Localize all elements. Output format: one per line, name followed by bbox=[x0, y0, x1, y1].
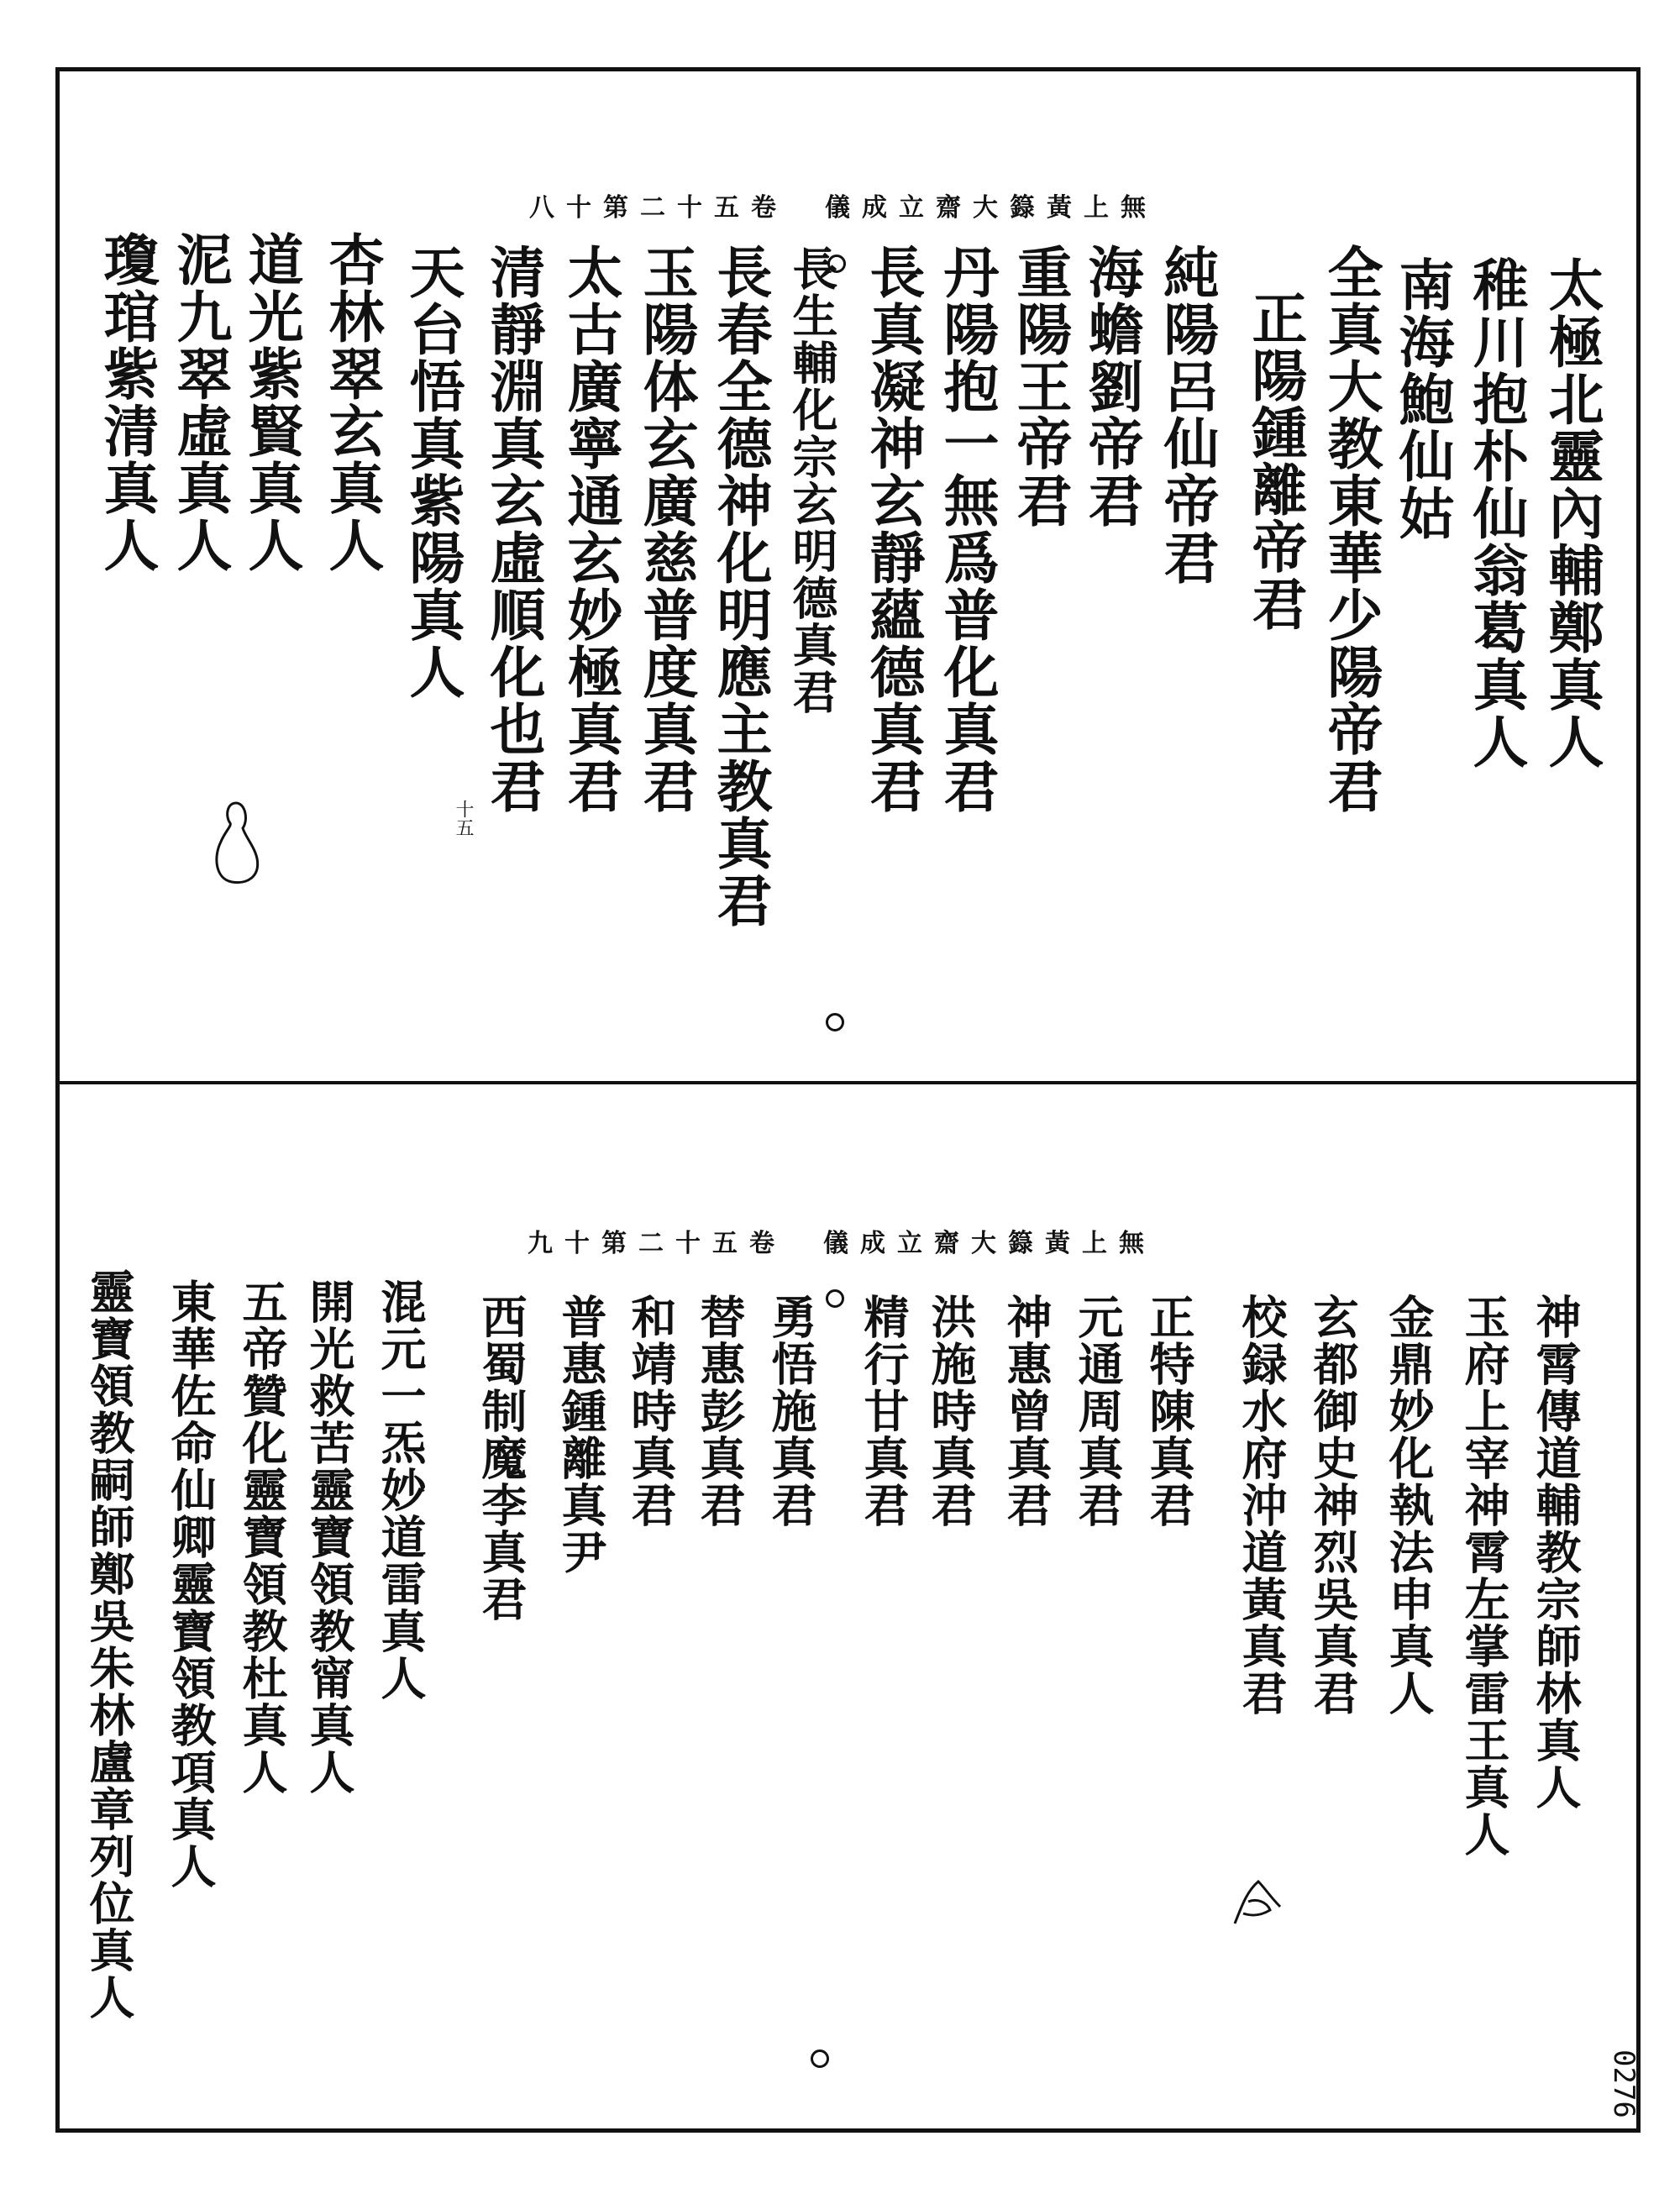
bottom-col-8: 神惠曾真君 bbox=[1000, 1294, 1053, 1529]
bottom-col-16: 混元一炁妙道雷真人 bbox=[374, 1278, 428, 1702]
circle-mark bbox=[827, 255, 846, 273]
top-col-6: 純陽呂仙帝君 bbox=[1154, 244, 1220, 586]
top-col-15: 清靜淵真玄虛順化也君 bbox=[480, 244, 546, 815]
top-page-number: 十五 bbox=[453, 800, 474, 837]
top-col-20: 瓊琯紫清真人 bbox=[94, 231, 160, 574]
panel-divider bbox=[55, 1081, 1641, 1084]
top-col-13: 玉陽体玄廣慈普度真君 bbox=[633, 244, 699, 815]
bottom-col-10: 精行甘真君 bbox=[857, 1294, 911, 1529]
bottom-col-3: 金鼎妙化執法申真人 bbox=[1382, 1294, 1436, 1717]
top-col-4: 全真大教東華少陽帝君 bbox=[1318, 244, 1383, 815]
top-col-10: 長真凝神玄靜蘊德真君 bbox=[860, 244, 926, 815]
top-col-12: 長春全德神化明應主教真君 bbox=[707, 244, 773, 929]
bottom-col-4: 玄都御史神烈吳真君 bbox=[1306, 1294, 1360, 1717]
top-col-1: 太極北靈內輔鄭真人 bbox=[1539, 256, 1604, 770]
bottom-col-7: 元通周真君 bbox=[1071, 1294, 1125, 1529]
bottom-col-20: 靈寶領教嗣師鄭吳朱林盧章列位真人 bbox=[82, 1268, 136, 2021]
top-col-19: 泥九翠虛真人 bbox=[167, 231, 233, 574]
top-col-3: 南海鮑仙姑 bbox=[1389, 256, 1455, 542]
bottom-col-9: 洪施時真君 bbox=[924, 1294, 978, 1529]
top-col-9: 丹陽抱一無爲普化真君 bbox=[934, 244, 1000, 815]
top-col-7: 海蟾劉帝君 bbox=[1079, 244, 1144, 529]
bottom-col-19: 東華佐命仙卿靈寶領教項真人 bbox=[164, 1278, 218, 1890]
bottom-col-5: 校録水府沖道黃真君 bbox=[1235, 1294, 1289, 1717]
top-col-14: 太古廣寧通玄妙極真君 bbox=[558, 244, 623, 815]
bottom-col-12: 替惠彭真君 bbox=[693, 1294, 747, 1529]
circle-mark bbox=[826, 1013, 844, 1031]
gourd-icon bbox=[207, 798, 265, 890]
bottom-col-11: 勇悟施真君 bbox=[764, 1294, 818, 1529]
top-col-2: 稚川抱朴仙翁葛真人 bbox=[1463, 256, 1529, 770]
top-col-17: 杏林翠玄真人 bbox=[319, 231, 385, 574]
bottom-col-17: 開光救苦靈寶領教甯真人 bbox=[302, 1278, 356, 1796]
seal-mark-icon bbox=[1218, 1873, 1294, 1932]
top-header: 無上黃籙大齋立成儀 卷五十二第十八 bbox=[529, 193, 1158, 223]
circle-mark bbox=[826, 1289, 844, 1308]
top-col-8: 重陽王帝君 bbox=[1007, 244, 1073, 529]
top-col-18: 道光紫賢真人 bbox=[239, 231, 304, 574]
bottom-col-6: 正特陳真君 bbox=[1142, 1294, 1196, 1529]
top-col-16: 天台悟真紫陽真人 bbox=[400, 244, 465, 701]
bottom-col-15: 西蜀制魔李真君 bbox=[475, 1294, 528, 1623]
top-col-5: 正陽鍾離帝君 bbox=[1242, 290, 1308, 632]
bottom-header: 無上黃籙大齋立成儀 卷五十二第十九 bbox=[528, 1229, 1156, 1258]
circle-mark bbox=[811, 2049, 829, 2068]
top-col-11: 長生輔化宗玄明德真君 bbox=[785, 245, 839, 716]
bottom-col-14: 和靖時真君 bbox=[624, 1294, 678, 1529]
bottom-col-18: 五帝贊化靈寶領教杜真人 bbox=[235, 1278, 289, 1796]
bottom-col-1: 神霄傳道輔教宗師林真人 bbox=[1529, 1294, 1583, 1811]
bottom-col-2: 玉府上宰神霄左掌雷王真人 bbox=[1457, 1294, 1511, 1858]
archive-number: 0276 bbox=[1607, 2049, 1641, 2118]
bottom-col-13: 普惠鍾離真尹 bbox=[554, 1294, 608, 1576]
